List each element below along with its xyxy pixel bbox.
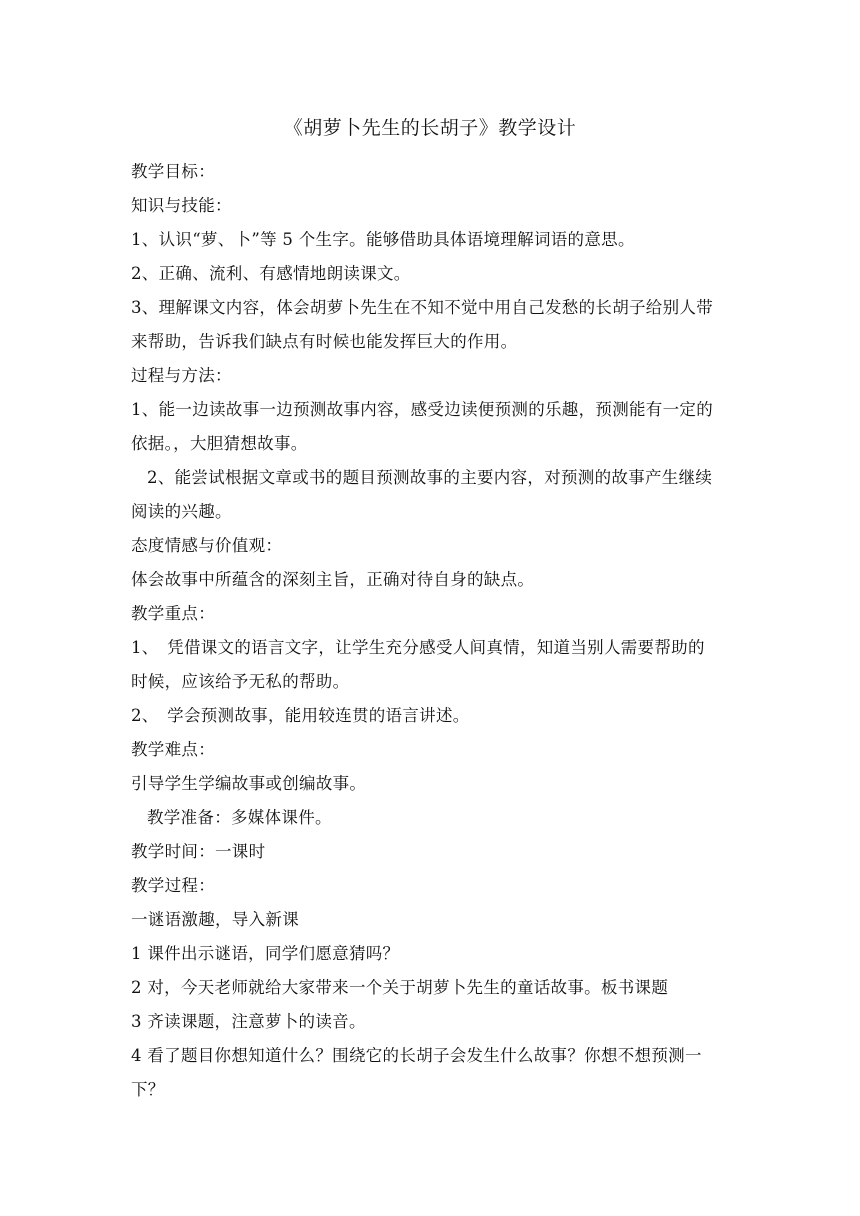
text-line: 1 课件出示谜语，同学们愿意猜吗？ (131, 944, 400, 963)
text-line: 教学过程： (131, 876, 215, 895)
text-line: 引导学生学编故事或创编故事。 (131, 774, 367, 793)
text-line: 4 看了题目你想知道什么？围绕它的长胡子会发生什么故事？你想不想预测一 (131, 1046, 702, 1065)
text-line: 1、能一边读故事一边预测故事内容，感受边读便预测的乐趣，预测能有一定的 (131, 400, 713, 419)
text-line: 2、正确、流利、有感情地朗读课文。 (131, 264, 411, 283)
text-line: 1、认识“萝、卜”等 5 个生字。能够借助具体语境理解词语的意思。 (131, 230, 635, 249)
text-line: 下？ (131, 1080, 165, 1099)
text-line: 2、 学会预测故事，能用较连贯的语言讲述。 (131, 706, 470, 725)
document-title: 《胡萝卜先生的长胡子》教学设计 (283, 117, 577, 139)
text-line: 3 齐读课题，注意萝卜的读音。 (131, 1012, 366, 1031)
text-line: 教学重点： (131, 604, 215, 623)
text-line: 教学目标： (131, 162, 215, 181)
text-line: 教学难点： (131, 740, 215, 759)
text-line: 教学时间：一课时 (131, 842, 266, 861)
text-line: 阅读的兴趣。 (131, 502, 232, 521)
text-line: 体会故事中所蕴含的深刻主旨，正确对待自身的缺点。 (131, 570, 535, 589)
text-line: 2 对，今天老师就给大家带来一个关于胡萝卜先生的童话故事。板书课题 (131, 978, 669, 997)
text-line: 态度情感与价值观： (131, 536, 283, 555)
text-line: 知识与技能： (131, 196, 232, 215)
text-line: 依据。，大胆猜想故事。 (131, 434, 308, 453)
text-line: 时候，应该给予无私的帮助。 (131, 672, 350, 691)
text-line: 3、理解课文内容，体会胡萝卜先生在不知不觉中用自己发愁的长胡子给别人带 (131, 298, 713, 317)
text-line: 2、能尝试根据文章或书的题目预测故事的主要内容，对预测的故事产生继续 (147, 468, 713, 487)
text-line: 教学准备：多媒体课件。 (147, 808, 332, 827)
text-line: 过程与方法： (131, 366, 232, 385)
text-line: 1、 凭借课文的语言文字，让学生充分感受人间真情，知道当别人需要帮助的 (131, 638, 705, 657)
text-line: 一谜语激趣，导入新课 (131, 910, 299, 929)
text-line: 来帮助，告诉我们缺点有时候也能发挥巨大的作用。 (131, 332, 518, 351)
